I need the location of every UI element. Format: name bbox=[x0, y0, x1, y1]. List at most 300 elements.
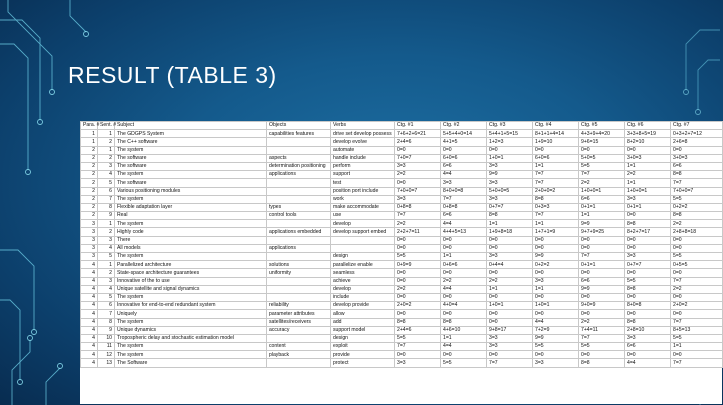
table-cell: 0=0 bbox=[395, 179, 441, 187]
table-cell: 2+2+7=11 bbox=[395, 228, 441, 236]
table-cell: 8=8 bbox=[395, 318, 441, 326]
table-cell: 0=0 bbox=[671, 351, 723, 359]
table-cell: 2+8=10 bbox=[625, 326, 671, 334]
table-cell: The software bbox=[115, 154, 267, 162]
table-cell: 0=0 bbox=[533, 244, 579, 252]
table-cell: 2 bbox=[81, 187, 98, 195]
table-cell: 0=0 bbox=[579, 351, 625, 359]
table-cell: Real bbox=[115, 212, 267, 220]
table-cell: 8+0+0=8 bbox=[441, 187, 487, 195]
table-cell: 8+2=10 bbox=[625, 138, 671, 146]
table-cell: 0=0 bbox=[533, 351, 579, 359]
table-cell: 1+9+8=18 bbox=[487, 228, 533, 236]
table-cell: 5+0+0=5 bbox=[487, 187, 533, 195]
table-cell: position port include bbox=[331, 187, 395, 195]
table-cell: 9+0=9 bbox=[579, 302, 625, 310]
column-header: Verbs bbox=[331, 122, 395, 130]
table-cell: 3=3 bbox=[395, 195, 441, 203]
column-header: Ctg. #4 bbox=[533, 122, 579, 130]
table-cell: seamless bbox=[331, 269, 395, 277]
table-cell: 8=8 bbox=[579, 359, 625, 367]
table-cell: 9 bbox=[98, 326, 115, 334]
table-cell: 4 bbox=[81, 351, 98, 359]
table-cell: 2+0+0=2 bbox=[533, 187, 579, 195]
table-cell: 4+6=10 bbox=[441, 326, 487, 334]
table-cell: All models bbox=[115, 244, 267, 252]
table-cell: 0=0 bbox=[441, 351, 487, 359]
table-cell: Flexible adaptation layer bbox=[115, 203, 267, 211]
table-cell: 7+0+0=7 bbox=[395, 187, 441, 195]
table-cell: parallelize enable bbox=[331, 261, 395, 269]
table-cell: 1=1 bbox=[579, 212, 625, 220]
table-cell: 0=0 bbox=[487, 293, 533, 301]
table-cell: 7+6+2+6=21 bbox=[395, 130, 441, 138]
table-cell: 0+3+2+7=12 bbox=[671, 130, 723, 138]
table-cell: 0=0 bbox=[441, 269, 487, 277]
table-cell: applications bbox=[267, 171, 331, 179]
table-cell: allow bbox=[331, 310, 395, 318]
table-cell: 9=9 bbox=[533, 253, 579, 261]
table-cell: 7+0+0=7 bbox=[671, 187, 723, 195]
table-cell: 5+4+1+5=15 bbox=[487, 130, 533, 138]
table-cell: 0=0 bbox=[395, 236, 441, 244]
table-cell: 0+6=6 bbox=[441, 261, 487, 269]
table-row bbox=[81, 293, 723, 301]
table-row bbox=[81, 334, 723, 342]
table-row bbox=[81, 285, 723, 293]
table-cell: 2=2 bbox=[395, 171, 441, 179]
table-cell: 7=7 bbox=[533, 212, 579, 220]
table-cell: 6=6 bbox=[441, 212, 487, 220]
table-cell: 7=7 bbox=[671, 277, 723, 285]
table-row bbox=[81, 187, 723, 195]
table-row bbox=[81, 146, 723, 154]
table-cell: 2 bbox=[81, 162, 98, 170]
table-cell: The system bbox=[115, 195, 267, 203]
table-cell: 0=0 bbox=[671, 244, 723, 252]
table-row bbox=[81, 162, 723, 170]
table-cell: 0+1=1 bbox=[579, 261, 625, 269]
table-cell bbox=[267, 236, 331, 244]
results-table bbox=[80, 121, 723, 368]
table-cell: 1=1 bbox=[533, 285, 579, 293]
table-cell: 3=3 bbox=[487, 334, 533, 342]
table-cell: 1+7+1=9 bbox=[533, 228, 579, 236]
table-cell: uniformity bbox=[267, 269, 331, 277]
table-cell: 0=0 bbox=[487, 146, 533, 154]
table-row bbox=[81, 318, 723, 326]
table-cell: satellites/receivers bbox=[267, 318, 331, 326]
table-cell bbox=[267, 277, 331, 285]
table-cell: work bbox=[331, 195, 395, 203]
table-cell: 8=8 bbox=[625, 220, 671, 228]
table-cell: 0=0 bbox=[441, 146, 487, 154]
table-cell: include bbox=[331, 293, 395, 301]
table-cell: 2 bbox=[98, 154, 115, 162]
table-cell: 1=1 bbox=[487, 285, 533, 293]
table-cell: 4=4 bbox=[533, 318, 579, 326]
table-cell: 0=0 bbox=[487, 318, 533, 326]
table-cell bbox=[267, 138, 331, 146]
table-cell: 2+8+8=18 bbox=[671, 228, 723, 236]
table-cell: 3=3 bbox=[487, 195, 533, 203]
table-cell: 11 bbox=[98, 343, 115, 351]
table-cell: 1=1 bbox=[625, 179, 671, 187]
table-cell: 8+5=13 bbox=[671, 326, 723, 334]
table-cell bbox=[267, 179, 331, 187]
table-cell: 0=0 bbox=[625, 293, 671, 301]
table-cell: 0=0 bbox=[579, 310, 625, 318]
table-cell: 8=8 bbox=[671, 171, 723, 179]
table-cell: Innovative for end-to-end redundant system bbox=[115, 302, 267, 310]
table-cell: 0+7=7 bbox=[487, 203, 533, 211]
table-cell: parameter attributes bbox=[267, 310, 331, 318]
table-cell: 2 bbox=[98, 138, 115, 146]
table-cell: 0=0 bbox=[441, 236, 487, 244]
table-cell: 9+6=15 bbox=[579, 138, 625, 146]
table-cell: 1=1 bbox=[671, 343, 723, 351]
table-cell: 4=4 bbox=[625, 359, 671, 367]
table-cell: 2 bbox=[81, 212, 98, 220]
table-cell: 12 bbox=[98, 351, 115, 359]
table-cell: 2=2 bbox=[395, 220, 441, 228]
table-cell: 1+0+0=1 bbox=[579, 187, 625, 195]
table-cell: 2+4=6 bbox=[395, 326, 441, 334]
table-cell: 1 bbox=[98, 261, 115, 269]
table-cell: 0=0 bbox=[441, 244, 487, 252]
table-cell: 2 bbox=[98, 269, 115, 277]
table-cell: 9+7+9=25 bbox=[579, 228, 625, 236]
table-cell: 6+0=6 bbox=[533, 154, 579, 162]
table-cell: 6+0=6 bbox=[441, 154, 487, 162]
table-cell: 3 bbox=[81, 220, 98, 228]
table-cell: 2 bbox=[81, 146, 98, 154]
table-cell: use bbox=[331, 212, 395, 220]
table-cell: 3=3 bbox=[395, 162, 441, 170]
table-cell: 7=7 bbox=[579, 171, 625, 179]
table-cell: 4 bbox=[81, 277, 98, 285]
table-row bbox=[81, 253, 723, 261]
table-cell: 3+3+8+5=19 bbox=[625, 130, 671, 138]
table-cell: 4 bbox=[81, 302, 98, 310]
table-cell: achieve bbox=[331, 277, 395, 285]
table-cell: 0=0 bbox=[395, 293, 441, 301]
table-cell: handle include bbox=[331, 154, 395, 162]
table-cell: 1+0+0=1 bbox=[625, 187, 671, 195]
table-cell: 0=0 bbox=[671, 310, 723, 318]
table-cell: design bbox=[331, 253, 395, 261]
table-cell: 5 bbox=[98, 179, 115, 187]
column-header: Ctg. #3 bbox=[487, 122, 533, 130]
column-header: Subject bbox=[115, 122, 267, 130]
table-cell: 3=3 bbox=[533, 277, 579, 285]
table-cell: 0=0 bbox=[579, 293, 625, 301]
table-cell: 0+4=4 bbox=[487, 261, 533, 269]
table-cell: 2=2 bbox=[671, 220, 723, 228]
table-cell: 10 bbox=[98, 334, 115, 342]
table-cell: 8+0=8 bbox=[625, 302, 671, 310]
table-cell: Uniquely bbox=[115, 310, 267, 318]
table-cell: 5=5 bbox=[395, 253, 441, 261]
table-row bbox=[81, 179, 723, 187]
table-cell: 0=0 bbox=[625, 146, 671, 154]
table-cell: 0+2=2 bbox=[533, 261, 579, 269]
table-cell: 8=8 bbox=[441, 318, 487, 326]
table-cell: 8=8 bbox=[625, 318, 671, 326]
table-cell: 0=0 bbox=[671, 236, 723, 244]
table-cell: 7=7 bbox=[671, 318, 723, 326]
table-cell: 2=2 bbox=[487, 277, 533, 285]
table-cell: 7=7 bbox=[533, 171, 579, 179]
table-cell: 4 bbox=[81, 326, 98, 334]
table-cell: 5=5 bbox=[671, 253, 723, 261]
table-cell bbox=[267, 220, 331, 228]
results-table-container bbox=[80, 121, 722, 404]
table-cell: 8=8 bbox=[533, 195, 579, 203]
table-cell: 1+0=1 bbox=[487, 154, 533, 162]
table-row bbox=[81, 302, 723, 310]
table-cell: 1 bbox=[98, 220, 115, 228]
table-cell: 7+4=11 bbox=[579, 326, 625, 334]
table-cell: 4=4 bbox=[441, 343, 487, 351]
column-header: Sent. # bbox=[98, 122, 115, 130]
table-cell: 0=0 bbox=[395, 269, 441, 277]
table-cell: 2+4=6 bbox=[395, 138, 441, 146]
table-cell: 3 bbox=[98, 277, 115, 285]
table-cell: 3 bbox=[98, 162, 115, 170]
table-cell: 2=2 bbox=[671, 285, 723, 293]
table-cell: 4+0=4 bbox=[441, 302, 487, 310]
table-cell: 0=0 bbox=[487, 351, 533, 359]
table-cell: 2=2 bbox=[395, 285, 441, 293]
table-cell bbox=[331, 236, 395, 244]
table-cell: 5=5 bbox=[395, 334, 441, 342]
table-cell: 2=2 bbox=[441, 277, 487, 285]
table-cell: The C++ software bbox=[115, 138, 267, 146]
table-cell: 7=7 bbox=[579, 253, 625, 261]
table-cell: applications bbox=[267, 244, 331, 252]
table-cell: 0=0 bbox=[487, 244, 533, 252]
table-cell: The system bbox=[115, 146, 267, 154]
table-cell: 5 bbox=[98, 293, 115, 301]
table-cell: make accommodate bbox=[331, 203, 395, 211]
table-cell: Tropospheric delay and stochastic estimation model bbox=[115, 334, 267, 342]
table-cell: 3=3 bbox=[487, 162, 533, 170]
table-cell: 6 bbox=[98, 187, 115, 195]
table-cell: 5+0=5 bbox=[579, 154, 625, 162]
table-cell: 7=7 bbox=[671, 359, 723, 367]
table-cell: 5=5 bbox=[671, 195, 723, 203]
table-row bbox=[81, 171, 723, 179]
table-cell: 1=1 bbox=[441, 334, 487, 342]
column-header: Para. # bbox=[81, 122, 98, 130]
column-header: Objects bbox=[267, 122, 331, 130]
table-cell: 0=0 bbox=[671, 293, 723, 301]
table-row bbox=[81, 195, 723, 203]
table-cell: 3+0=3 bbox=[671, 154, 723, 162]
table-cell: 0=0 bbox=[487, 269, 533, 277]
table-cell: The system bbox=[115, 220, 267, 228]
table-cell: 7=7 bbox=[671, 179, 723, 187]
table-cell: 4 bbox=[98, 244, 115, 252]
table-cell: 4 bbox=[81, 261, 98, 269]
table-cell: 7+0=7 bbox=[395, 154, 441, 162]
column-header: Ctg. #6 bbox=[625, 122, 671, 130]
table-cell: 3=3 bbox=[395, 359, 441, 367]
table-row bbox=[81, 236, 723, 244]
table-row bbox=[81, 277, 723, 285]
table-row bbox=[81, 154, 723, 162]
table-cell: 4+4+5=13 bbox=[441, 228, 487, 236]
table-cell: Unique satellite and signal dynamics bbox=[115, 285, 267, 293]
table-cell: 2+0=2 bbox=[395, 302, 441, 310]
table-cell: 3=3 bbox=[625, 334, 671, 342]
table-row bbox=[81, 212, 723, 220]
table-cell: develop bbox=[331, 220, 395, 228]
table-cell: reliability bbox=[267, 302, 331, 310]
table-cell: 0=0 bbox=[625, 236, 671, 244]
table-cell: 8+1+1+4=14 bbox=[533, 130, 579, 138]
table-cell: 1=1 bbox=[625, 162, 671, 170]
table-row bbox=[81, 203, 723, 211]
table-cell: 3=3 bbox=[533, 359, 579, 367]
table-cell: There bbox=[115, 236, 267, 244]
table-cell bbox=[267, 293, 331, 301]
table-cell: 0=0 bbox=[579, 269, 625, 277]
table-row bbox=[81, 269, 723, 277]
table-cell: 0=0 bbox=[487, 236, 533, 244]
table-cell: 0=0 bbox=[533, 269, 579, 277]
table-cell: The system bbox=[115, 351, 267, 359]
table-cell: support bbox=[331, 171, 395, 179]
table-row bbox=[81, 130, 723, 138]
table-cell: 0=0 bbox=[625, 269, 671, 277]
table-cell: 1 bbox=[98, 146, 115, 154]
table-cell: The system bbox=[115, 253, 267, 261]
column-header: Ctg. #2 bbox=[441, 122, 487, 130]
table-cell: test bbox=[331, 179, 395, 187]
table-row bbox=[81, 244, 723, 252]
table-cell: 0+2=2 bbox=[671, 203, 723, 211]
column-header: Ctg. #5 bbox=[579, 122, 625, 130]
table-cell: 7=7 bbox=[487, 359, 533, 367]
table-cell: 4 bbox=[81, 310, 98, 318]
table-cell: 4 bbox=[81, 318, 98, 326]
table-cell: 0=0 bbox=[395, 146, 441, 154]
table-cell: The system bbox=[115, 293, 267, 301]
table-cell: 0=0 bbox=[395, 310, 441, 318]
table-cell: 1 bbox=[81, 138, 98, 146]
table-cell: The software bbox=[115, 179, 267, 187]
table-cell: 0+1=1 bbox=[579, 203, 625, 211]
table-cell: 0=0 bbox=[671, 146, 723, 154]
table-cell: 4=4 bbox=[441, 171, 487, 179]
table-cell: State-space architecture guarantees bbox=[115, 269, 267, 277]
table-cell: drive set develop possess bbox=[331, 130, 395, 138]
table-cell: 7 bbox=[98, 195, 115, 203]
table-cell: 6=6 bbox=[579, 195, 625, 203]
table-cell: develop bbox=[331, 285, 395, 293]
table-row bbox=[81, 310, 723, 318]
table-cell: 7=7 bbox=[579, 334, 625, 342]
table-cell bbox=[267, 195, 331, 203]
table-cell: 0+9=9 bbox=[395, 261, 441, 269]
table-cell bbox=[331, 244, 395, 252]
table-cell: 3=3 bbox=[441, 179, 487, 187]
table-header-row bbox=[81, 122, 723, 130]
table-cell: 4+3+9+4=20 bbox=[579, 130, 625, 138]
table-cell: 9=9 bbox=[533, 334, 579, 342]
table-cell: 0+7=7 bbox=[625, 261, 671, 269]
table-cell: 0+8=8 bbox=[441, 203, 487, 211]
table-cell: 3=3 bbox=[487, 179, 533, 187]
table-cell: 1=1 bbox=[533, 220, 579, 228]
table-cell: 4 bbox=[98, 285, 115, 293]
table-cell: 1 bbox=[98, 130, 115, 138]
table-cell: 3=3 bbox=[625, 195, 671, 203]
table-cell: 8 bbox=[98, 318, 115, 326]
table-cell: 3+0=3 bbox=[625, 154, 671, 162]
table-row bbox=[81, 261, 723, 269]
table-cell bbox=[267, 359, 331, 367]
table-cell: Various positioning modules bbox=[115, 187, 267, 195]
table-cell: content bbox=[267, 343, 331, 351]
table-cell: 5=5 bbox=[579, 162, 625, 170]
table-cell: 6 bbox=[98, 302, 115, 310]
table-cell: 6=6 bbox=[579, 277, 625, 285]
table-cell: 5=5 bbox=[671, 334, 723, 342]
table-cell: protect bbox=[331, 359, 395, 367]
table-cell: 1+9=10 bbox=[533, 138, 579, 146]
table-cell: 0=0 bbox=[625, 212, 671, 220]
table-cell: 0=0 bbox=[533, 310, 579, 318]
table-row bbox=[81, 220, 723, 228]
table-cell: 2 bbox=[81, 203, 98, 211]
table-cell: 9=9 bbox=[579, 285, 625, 293]
table-cell: 4 bbox=[81, 285, 98, 293]
table-cell: 1 bbox=[81, 130, 98, 138]
table-cell: 0=0 bbox=[671, 269, 723, 277]
table-cell: 4 bbox=[98, 171, 115, 179]
table-cell: 3 bbox=[81, 244, 98, 252]
table-cell: 6=6 bbox=[441, 162, 487, 170]
table-cell: 5 bbox=[98, 253, 115, 261]
table-cell: 0=0 bbox=[625, 244, 671, 252]
table-cell: 0=0 bbox=[533, 146, 579, 154]
table-cell: 1+0=1 bbox=[487, 302, 533, 310]
table-cell: 0=0 bbox=[625, 351, 671, 359]
table-cell: 0=0 bbox=[441, 293, 487, 301]
table-cell: solutions bbox=[267, 261, 331, 269]
table-cell: 2+6=8 bbox=[671, 138, 723, 146]
table-cell bbox=[267, 146, 331, 154]
table-cell: 4=4 bbox=[441, 285, 487, 293]
table-cell: 1=1 bbox=[441, 253, 487, 261]
table-row bbox=[81, 228, 723, 236]
table-cell: 7 bbox=[98, 310, 115, 318]
table-cell: 6=6 bbox=[671, 162, 723, 170]
table-cell: Highly code bbox=[115, 228, 267, 236]
table-cell: 0=0 bbox=[579, 146, 625, 154]
table-cell: 5=5 bbox=[579, 343, 625, 351]
table-cell: 2+0=2 bbox=[671, 302, 723, 310]
table-cell: 2 bbox=[81, 179, 98, 187]
table-cell: 9=9 bbox=[487, 171, 533, 179]
table-cell: 0+3=3 bbox=[533, 203, 579, 211]
table-cell: accuracy bbox=[267, 326, 331, 334]
table-cell: 2=2 bbox=[579, 318, 625, 326]
table-cell: add bbox=[331, 318, 395, 326]
